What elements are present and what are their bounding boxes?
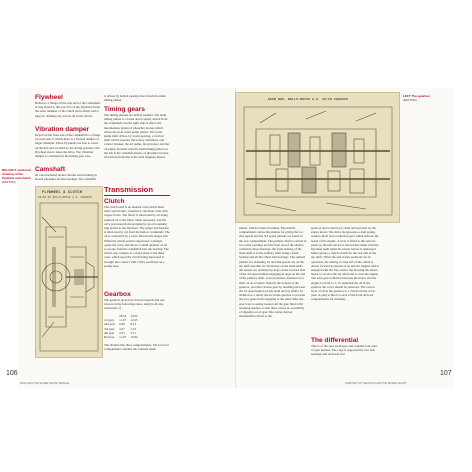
footer-left: ROLLS-ROYCE SILVER GHOST MANUAL <box>20 382 70 385</box>
table-cell: 11.07 <box>119 335 127 340</box>
table-header-cell: 18/52 <box>119 314 127 318</box>
table-cell: 5.23 <box>130 326 136 331</box>
vibration-damper-text: Keyed on the front end of the crankshaft is a flange on each side of which there is a friction damper of larger diameter. These flywheels are free to rotate on the hub and are held by the spring pressure; the flywheel sleeve takes the drive. The vibration damper is contained in the timing gear case. <box>35 133 101 159</box>
table-cell: 11.07 <box>119 318 127 323</box>
left-page <box>2 88 235 388</box>
side-caption-credit: (EDITOR) <box>2 180 16 184</box>
gearbox-caption-credit: (EDITOR) <box>403 98 417 102</box>
camshaft-text: Of case hardened nickel chrome steel running in eleven phosphor bronze bearings. The camshaft <box>35 173 97 182</box>
right-page <box>237 88 454 388</box>
table-cell: 12.65 <box>130 318 138 323</box>
differential-text: This is of the spur tooth type and contains four pairs of spur pinions. The cage is supported by two ball bearings and enclosed in it <box>311 344 378 357</box>
table-cell: 5.07 <box>119 326 125 331</box>
table-cell: 2nd gear <box>104 322 116 327</box>
page-number-right: 107 <box>440 370 452 377</box>
table-cell: 4th gear <box>104 330 115 335</box>
transmission-heading: Transmission <box>104 185 153 194</box>
camshaft-heading: Camshaft <box>35 166 66 173</box>
side-caption-title: BELOW A sectional drawing of the flywheel and clutch. <box>2 168 32 180</box>
gearbox-drawing <box>235 92 400 223</box>
clutch-heading: Clutch <box>104 198 125 205</box>
gearbox-text-continued: The divided into three compartments. The forward compartment contains the constant mesh <box>104 343 169 352</box>
differential-heading: The differential <box>311 337 359 344</box>
transmission-rule <box>104 195 170 196</box>
table-cell: 1st gear <box>104 318 115 323</box>
table-cell: 2.03 <box>119 330 125 335</box>
gearbox-text-col2: gearbox and is driven by chain and sprocket by the starter motor. The drive incorporates a dual spring-loaded clutch and a reduction gear which reduces the speed of the engine. A lever is fitted to the selector plates so that the device is moved into mesh with the flywheel teeth when the starter button is depressed. Must operate a clutch switch for the rear end of the lay shaft. When the self-starter positions are in operation, the dialing or reset left of the clutch is drawn forward by means of an electric magnet and is engaged with the free carrier, the drawing the starter motor to revolve the lay shaft and so start the engine. The total gear reduction between the motor and the engine is 25.04 to 1. To replenish the oil in the gearbox the cover should be removed. The correct level of oil in the gearbox is 1.75in from the cover joint. A plug is fitted to each of the front and rear compartments for draining. <box>311 226 379 302</box>
side-caption <box>2 168 34 184</box>
gearbox-caption <box>403 94 447 102</box>
gearbox-text-col1: pinion, which is helical toothed. The middle compartment carries the pinions for giving the 1st, 2nd speeds and the 3rd speed pinions are found in the rear compartment. The primary shaft is carried in two roller bearings and the front end of the shaft is carried by three bearings, the front bearing of the main shaft is in the primary shaft being a plain bearing and all the others ball bearings. The splined pinions for obtaining 1st and 2nd speeds are on the lay shaft and that for 3rd moves on the main shaft. All speeds are obtained by dogs on the forward side of the 3rd speed pinion engaging in dogs on the end of the primary shaft. A broad pinion, mounted on a shaft on an eccentric fitted in the bottom of the gearbox, provides reverse gear by meshing between the 1st speed pinion on the main and lay shafts. In addition to a safety device in the gearbox to prevent any two gears from engaging at the same time, the gear lever is spring loaded and the gate fitted with retaining notches so that there can be no possibility of slipping out of gear. The starter motion mechanism is fitted to the <box>239 226 307 319</box>
clutch-text: The clutch used is an internal cone clutch lined with cotton fabric, fastened to the inner cone with copper rivets. The fabric is lubricated by oil being squirted on to the fabric when necessary, and the oil is prevented from escaping by an oil retaining ring bolted to the flywheel. The spigot end bearing is lubricated by oil from the hollow crankshaft. The oil is controlled by a valve fitted in the spigot end. When the clutch pedal is depressed, a plunger opens the valve and allows a small quantity of oil to escape from the crankshaft into the bearing. The clutch stop consists of a ring bolted to the inner cone, which upon the clutch being depressed is brought into contact with a fibre pad fitted on a spring base. <box>104 205 170 268</box>
table-cell: 15.84 <box>130 335 138 340</box>
gearbox-plate-title: GEAR BOX, ROLLS-ROYCE A.S. 40/50 CHASSIS <box>268 98 349 101</box>
plate-subtitle: 40/50 HP ROLLS-ROYCE A.S. CHASSIS <box>38 196 92 199</box>
table-row <box>104 335 142 339</box>
footer-right: ANATOMY OF THE ROLLS-ROYCE SILVER GHOST <box>345 382 407 385</box>
flywheel-heading: Flywheel <box>35 94 63 101</box>
table-row <box>104 322 142 326</box>
gearbox-caption-title: LEFT The gearbox <box>403 94 430 98</box>
table-header-cell: 14/52 <box>130 314 138 318</box>
camshaft-continued: is driven by helical gearing direct from the main timing pinion. <box>104 94 166 103</box>
vibration-damper-heading: Vibration damper <box>35 126 90 133</box>
gearbox-text: The gearbox gives four forward speeds and one reverse in the following ratios, using both axle reductions of <box>104 298 165 311</box>
flywheel-clutch-drawing <box>35 186 103 358</box>
table-cell: Reverse <box>104 335 115 340</box>
table-cell: 8.13 <box>130 322 136 327</box>
table-cell: 3.71 <box>130 330 136 335</box>
table-cell: 3rd gear <box>104 326 115 331</box>
timing-gears-text: The timing pinions are helical toothed. The main timing pinion is of steel and is spring driven from the crankshaft. On the right side of this is the intermediate pinion of phosphor bronze which drives the steel water pump pinion. The water pump shaft drives, by worm gearing, a vertical shaft which operates the battery distributor and contact breaker, the air pump, the governor and the oil pump. In mesh with the main timing pinion on the left is the camshaft pinion, of phosphor bronze, and driven from this is the steel magneto pinion. <box>104 113 170 160</box>
gearbox-illustration <box>236 93 399 222</box>
plate-title: FLYWHEEL & CLUTCH <box>42 191 83 195</box>
page-number-left: 106 <box>6 370 18 377</box>
gearbox-heading: Gearbox <box>104 291 131 298</box>
timing-gears-heading: Timing gears <box>104 106 145 113</box>
flywheel-text: Bolted to a flange on the rear end of the crankshaft. A ring bolted to the rear face of the flywheel forms the outer member of the clutch and is fitted with a plug for draining any excess oil in the clutch. <box>35 101 101 118</box>
flywheel-illustration <box>36 187 102 357</box>
gear-ratio-table <box>104 314 142 339</box>
table-cell: 6.98 <box>119 322 125 327</box>
